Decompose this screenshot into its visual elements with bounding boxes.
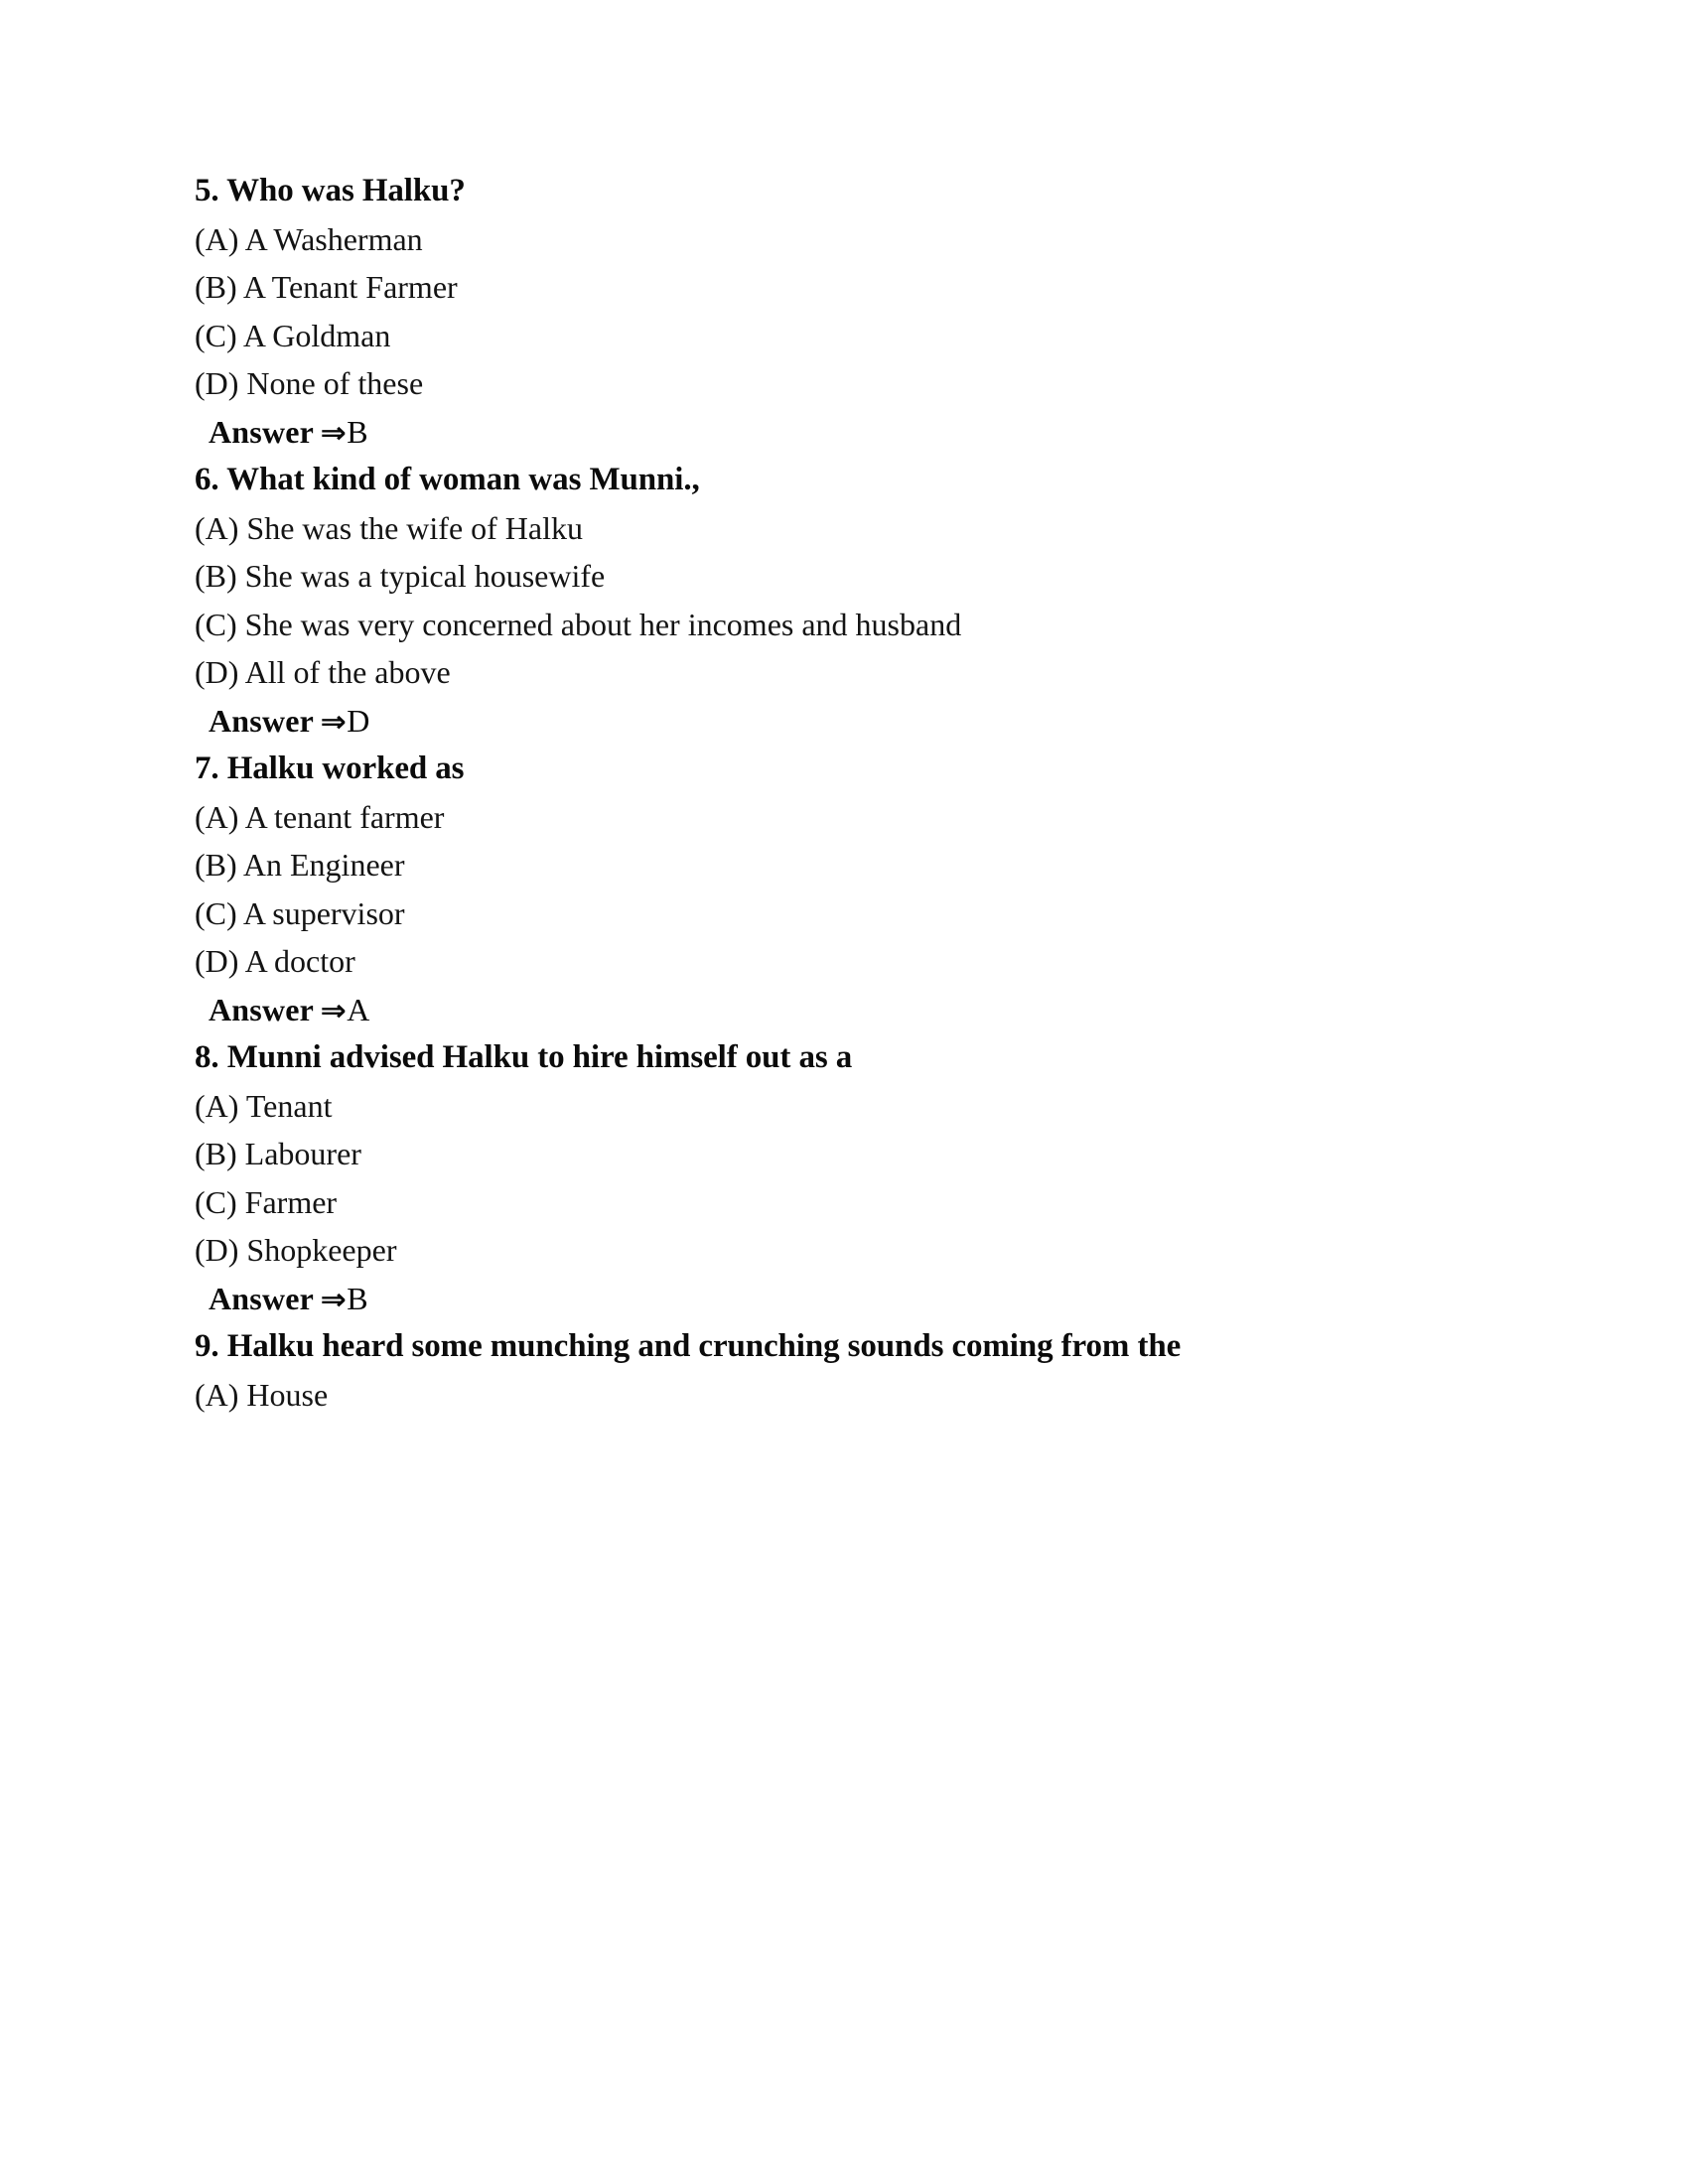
option-5-a[interactable]: (A) A Washerman [195, 220, 423, 257]
double-arrow-icon: ⇒ [320, 704, 347, 740]
option-8-c[interactable]: (C) Farmer [195, 1183, 338, 1220]
answer-label-8: Answer [209, 1280, 315, 1316]
option-6-b[interactable]: (B) She was a typical housewife [195, 558, 606, 594]
option-6-c[interactable]: (C) She was very concerned about her incomes and husband [195, 606, 962, 642]
option-5-d[interactable]: (D) None of these [195, 365, 424, 401]
answer-line-5 [195, 413, 1485, 451]
answer-line-7 [195, 991, 1485, 1028]
answer-label-7: Answer [209, 991, 315, 1027]
answer-line-8 [195, 1280, 1485, 1317]
question-block-7 [195, 752, 1485, 1041]
answer-value-7: A [347, 991, 370, 1027]
answer-value-5: B [347, 413, 368, 450]
answer-label-5: Answer [209, 413, 315, 450]
option-8-d[interactable]: (D) Shopkeeper [195, 1232, 397, 1268]
option-6-a[interactable]: (A) She was the wife of Halku [195, 509, 583, 546]
option-8-b[interactable]: (B) Labourer [195, 1136, 361, 1171]
double-arrow-icon: ⇒ [320, 415, 347, 451]
answer-value-6: D [347, 702, 370, 739]
question-block-8 [195, 1041, 1485, 1330]
option-6-d[interactable]: (D) All of the above [195, 654, 451, 690]
double-arrow-icon: ⇒ [320, 993, 347, 1028]
question-block-5 [195, 175, 1485, 464]
double-arrow-icon: ⇒ [320, 1282, 347, 1317]
option-7-c[interactable]: (C) A supervisor [195, 894, 405, 931]
question-heading-6: 6. What kind of woman was Munni., [195, 462, 700, 497]
answer-line-6 [195, 702, 1485, 740]
option-9-a[interactable]: (A) House [195, 1376, 329, 1413]
question-heading-9: 9. Halku heard some munching and crunching sounds coming from the [195, 1328, 1182, 1364]
question-heading-7: 7. Halku worked as [195, 751, 465, 786]
option-8-a[interactable]: (A) Tenant [195, 1087, 333, 1124]
answer-label-6: Answer [209, 702, 315, 739]
question-block-6 [195, 464, 1485, 752]
question-heading-8: 8. Munni advised Halku to hire himself out as a [195, 1039, 853, 1075]
option-7-d[interactable]: (D) A doctor [195, 943, 355, 979]
option-5-b[interactable]: (B) A Tenant Farmer [195, 269, 458, 305]
question-list [195, 175, 1485, 1427]
option-5-c[interactable]: (C) A Goldman [195, 317, 391, 353]
option-7-a[interactable]: (A) A tenant farmer [195, 798, 445, 835]
answer-value-8: B [347, 1280, 368, 1316]
question-block-9 [195, 1330, 1485, 1427]
question-heading-5: 5. Who was Halku? [195, 173, 466, 208]
option-7-b[interactable]: (B) An Engineer [195, 847, 405, 883]
